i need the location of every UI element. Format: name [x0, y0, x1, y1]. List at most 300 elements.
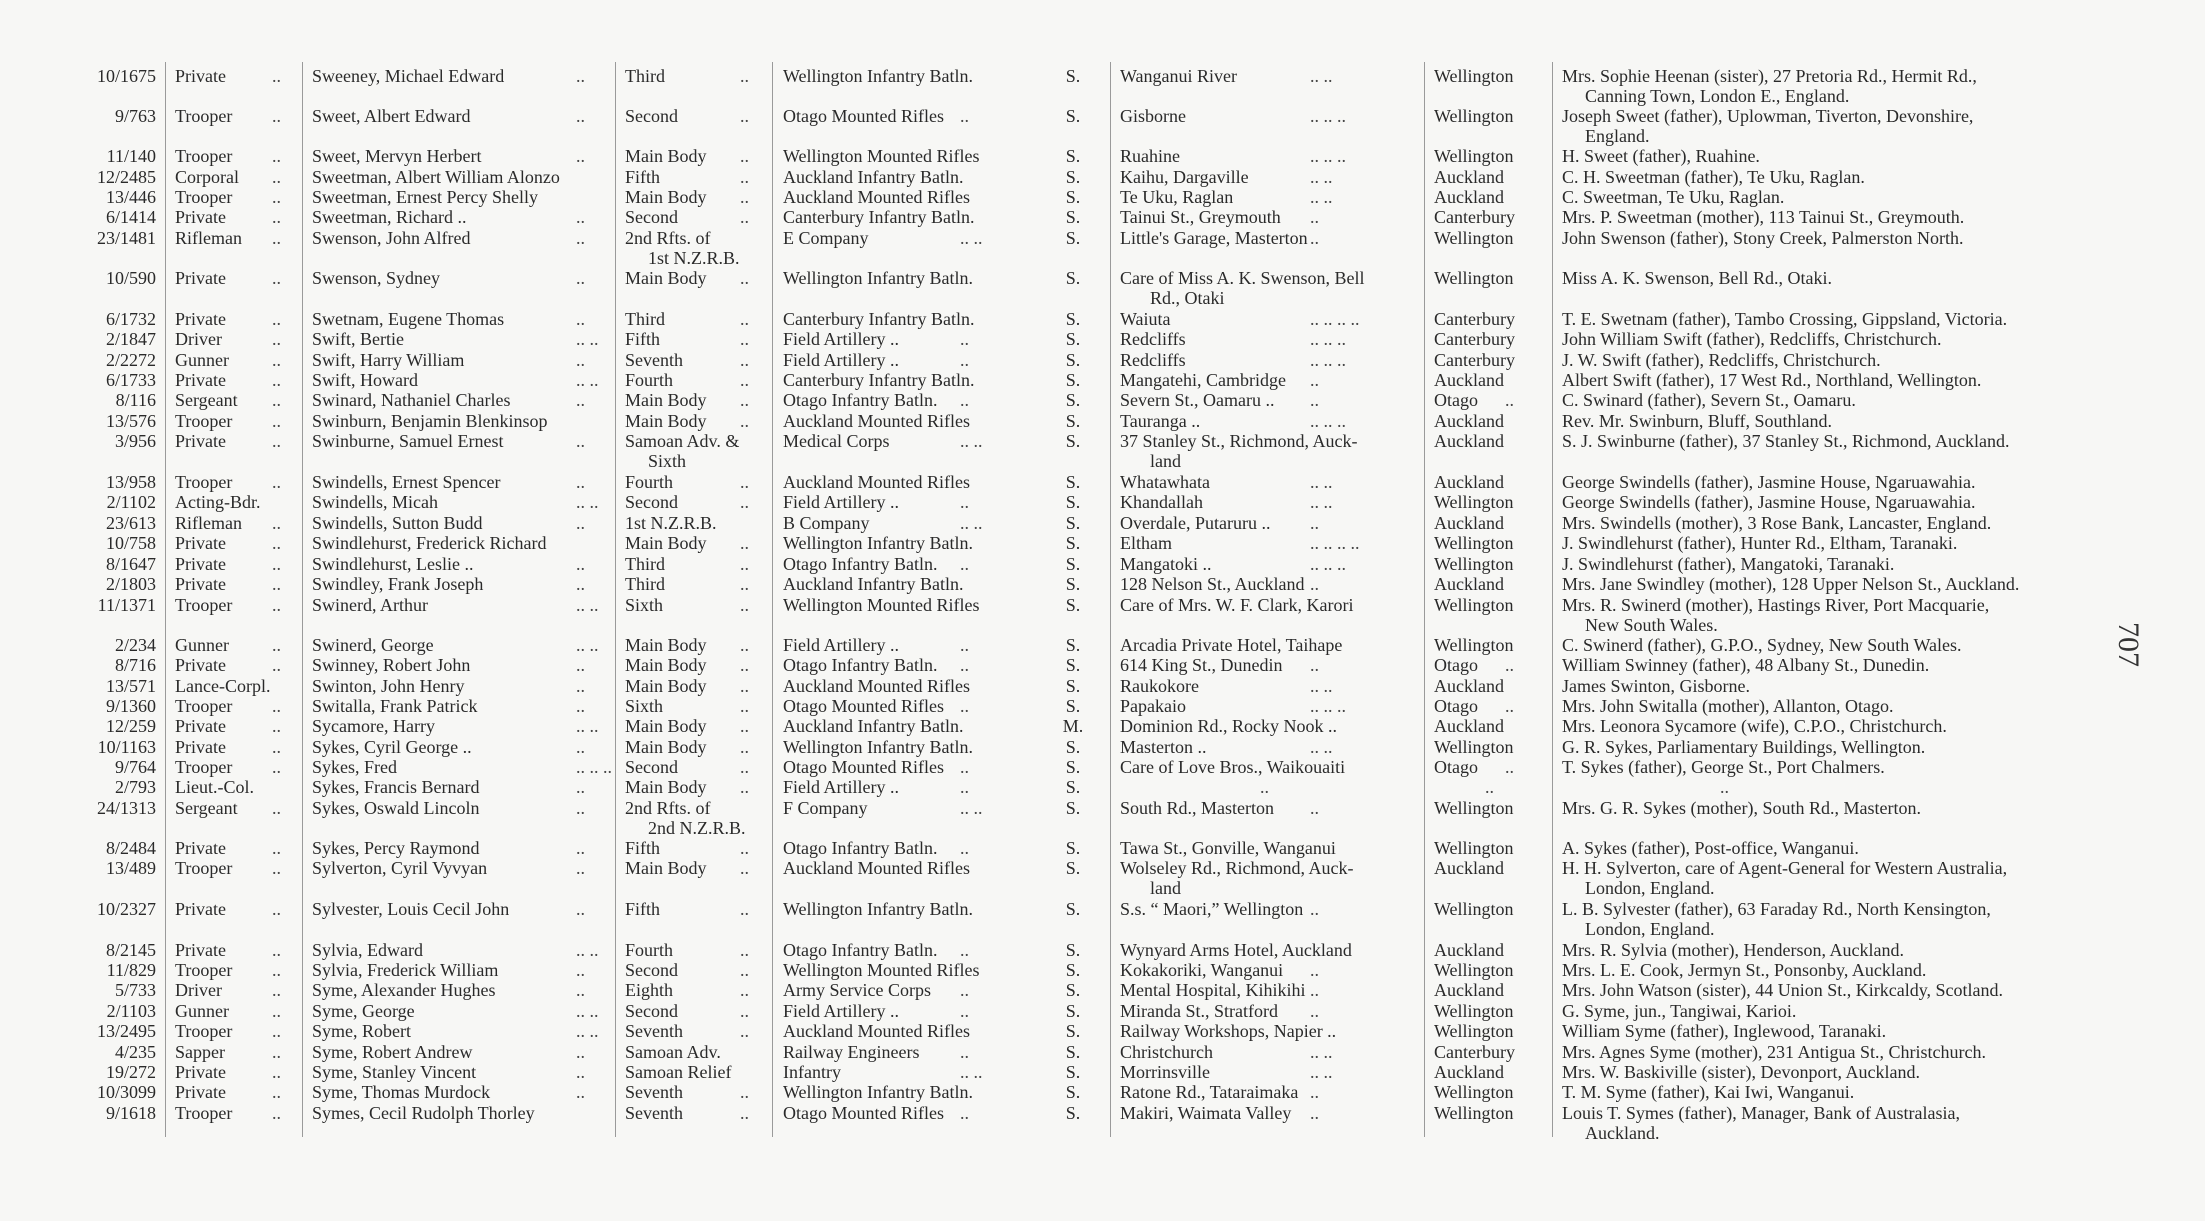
column-divider — [772, 62, 773, 1137]
rank-leader-dots: .. — [272, 655, 281, 675]
name-leader-dots: .. .. — [576, 716, 599, 736]
address-leader-dots: .. .. — [1310, 167, 1333, 187]
service-number: 13/958 — [105, 472, 156, 492]
marital-status: S. — [1065, 980, 1081, 1000]
unit-leader-dots: .. — [960, 1042, 969, 1062]
rank: Private — [175, 533, 226, 553]
next-of-kin: Miss A. K. Swenson, Bell Rd., Otaki. — [1562, 268, 1833, 288]
name-leader-dots: .. — [576, 1062, 585, 1082]
address-leader-dots: .. .. .. .. — [1310, 533, 1360, 553]
address: Gisborne — [1120, 106, 1186, 126]
address-leader-dots: .. — [1310, 390, 1319, 410]
address-continued: Rd., Otaki — [1150, 288, 1225, 308]
embarkation-unit: Main Body — [625, 777, 707, 797]
marital-status: S. — [1065, 899, 1081, 919]
rank: Rifleman — [175, 513, 242, 533]
military-district: Auckland — [1434, 411, 1504, 431]
address-leader-dots: .. — [1310, 899, 1319, 919]
unit: Canterbury Infantry Batln. — [783, 370, 975, 390]
soldier-name: Swinerd, George — [312, 635, 434, 655]
rank-leader-dots: .. — [272, 960, 281, 980]
column-divider — [1110, 62, 1111, 1137]
address: Dominion Rd., Rocky Nook .. — [1120, 716, 1338, 736]
address: Tauranga .. — [1120, 411, 1201, 431]
address-leader-dots: .. .. — [1310, 66, 1333, 86]
unit-leader-dots: .. — [960, 350, 969, 370]
military-district: Auckland — [1434, 574, 1504, 594]
military-district: Auckland — [1434, 940, 1504, 960]
address: Kokakoriki, Wanganui — [1120, 960, 1284, 980]
unit-leader-dots: .. — [960, 940, 969, 960]
marital-status: S. — [1065, 513, 1081, 533]
service-number: 4/235 — [114, 1042, 156, 1062]
service-number: 9/764 — [114, 757, 156, 777]
unit: Railway Engineers — [783, 1042, 920, 1062]
embarkation-unit: 2nd Rfts. of — [625, 798, 711, 818]
rank: Private — [175, 268, 226, 288]
service-number: 10/758 — [105, 533, 156, 553]
embark-leader-dots: .. — [740, 533, 749, 553]
embarkation-unit: Third — [625, 574, 665, 594]
next-of-kin: Mrs. G. R. Sykes (mother), South Rd., Masterton. — [1562, 798, 1921, 818]
rank-leader-dots: .. — [272, 411, 281, 431]
unit: F Company — [783, 798, 868, 818]
name-leader-dots: .. — [576, 228, 585, 248]
soldier-name: Sweeney, Michael Edward — [312, 66, 505, 86]
address: 128 Nelson St., Auckland — [1120, 574, 1305, 594]
embark-leader-dots: .. — [740, 1021, 749, 1041]
soldier-name: Sykes, Oswald Lincoln — [312, 798, 480, 818]
soldier-name: Sylverton, Cyril Vyvyan — [312, 858, 488, 878]
embark-leader-dots: .. — [740, 350, 749, 370]
embark-leader-dots: .. — [740, 390, 749, 410]
next-of-kin: C. Swinerd (father), G.P.O., Sydney, New South Wales. — [1562, 635, 1962, 655]
rank: Private — [175, 309, 226, 329]
name-leader-dots: .. — [576, 1082, 585, 1102]
embarkation-unit: Main Body — [625, 533, 707, 553]
rank: Private — [175, 1062, 226, 1082]
unit: Auckland Mounted Rifles — [783, 1021, 970, 1041]
rank: Trooper — [175, 411, 233, 431]
name-leader-dots: .. — [576, 350, 585, 370]
embarkation-unit: Main Body — [625, 390, 707, 410]
embarkation-unit: Main Body — [625, 716, 707, 736]
embarkation-unit: Second — [625, 106, 678, 126]
military-district: Auckland — [1434, 187, 1504, 207]
embarkation-unit-continued: 2nd N.Z.R.B. — [648, 818, 746, 838]
name-leader-dots: .. — [576, 777, 585, 797]
rank-leader-dots: .. — [272, 533, 281, 553]
address-leader-dots: .. .. .. — [1310, 106, 1346, 126]
rank: Sapper — [175, 1042, 225, 1062]
next-of-kin: George Swindells (father), Jasmine House, Ngaruawahia. — [1562, 492, 1976, 512]
service-number: 8/1647 — [105, 554, 156, 574]
name-leader-dots: .. — [576, 268, 585, 288]
embarkation-unit: Fifth — [625, 167, 661, 187]
address: Little's Garage, Masterton — [1120, 228, 1308, 248]
next-of-kin: Mrs. W. Baskiville (sister), Devonport, Auckland. — [1562, 1062, 1920, 1082]
unit: Wellington Mounted Rifles — [783, 595, 980, 615]
marital-status: S. — [1065, 1082, 1081, 1102]
embark-leader-dots: .. — [740, 411, 749, 431]
rank: Trooper — [175, 1103, 233, 1123]
address: Makiri, Waimata Valley — [1120, 1103, 1292, 1123]
soldier-name: Swinburn, Benjamin Blenkinsop — [312, 411, 548, 431]
military-district: Wellington — [1434, 1082, 1514, 1102]
unit-leader-dots: .. — [960, 492, 969, 512]
rank-leader-dots: .. — [272, 1062, 281, 1082]
rank-leader-dots: .. — [272, 899, 281, 919]
embark-leader-dots: .. — [740, 595, 749, 615]
address: Mental Hospital, Kihikihi — [1120, 980, 1306, 1000]
address-leader-dots: .. — [1310, 1103, 1319, 1123]
rank-leader-dots: .. — [272, 106, 281, 126]
service-number: 11/829 — [106, 960, 156, 980]
unit-leader-dots: .. — [960, 696, 969, 716]
next-of-kin: Mrs. Leonora Sycamore (wife), C.P.O., Christchurch. — [1562, 716, 1947, 736]
rank: Trooper — [175, 106, 233, 126]
rank-leader-dots: .. — [272, 329, 281, 349]
name-leader-dots: .. — [576, 390, 585, 410]
embarkation-unit: Fifth — [625, 838, 661, 858]
next-of-kin: T. M. Syme (father), Kai Iwi, Wanganui. — [1562, 1082, 1855, 1102]
rank: Gunner — [175, 635, 229, 655]
unit: Otago Mounted Rifles — [783, 696, 944, 716]
soldier-name: Swenson, John Alfred — [312, 228, 471, 248]
marital-status: S. — [1065, 268, 1081, 288]
next-of-kin: C. Swinard (father), Severn St., Oamaru. — [1562, 390, 1856, 410]
embarkation-unit: Second — [625, 492, 678, 512]
soldier-name: Swindells, Sutton Budd — [312, 513, 483, 533]
address: Overdale, Putaruru .. — [1120, 513, 1271, 533]
address: Arcadia Private Hotel, Taihape — [1120, 635, 1343, 655]
soldier-name: Swift, Howard — [312, 370, 418, 390]
military-district: Wellington — [1434, 899, 1514, 919]
embarkation-unit: Fifth — [625, 899, 661, 919]
unit-leader-dots: .. — [960, 329, 969, 349]
embark-leader-dots: .. — [740, 940, 749, 960]
military-district: Auckland — [1434, 370, 1504, 390]
unit: Army Service Corps — [783, 980, 931, 1000]
rank-leader-dots: .. — [272, 268, 281, 288]
service-number: 19/272 — [105, 1062, 156, 1082]
address-leader-dots: .. — [1310, 513, 1319, 533]
marital-status: S. — [1065, 390, 1081, 410]
embark-leader-dots: .. — [740, 1001, 749, 1021]
soldier-name: Syme, Stanley Vincent — [312, 1062, 477, 1082]
rank: Private — [175, 737, 226, 757]
unit: Auckland Infantry Batln. — [783, 716, 964, 736]
address: Te Uku, Raglan — [1120, 187, 1234, 207]
soldier-name: Swindells, Micah — [312, 492, 438, 512]
next-of-kin: Mrs. R. Swinerd (mother), Hastings River, Port Macquarie, — [1562, 595, 1990, 615]
soldier-name: Sycamore, Harry — [312, 716, 435, 736]
address-leader-dots: .. — [1310, 370, 1319, 390]
embarkation-unit: Main Body — [625, 187, 707, 207]
soldier-name: Syme, Thomas Murdock — [312, 1082, 491, 1102]
embark-leader-dots: .. — [740, 858, 749, 878]
embark-leader-dots: .. — [740, 899, 749, 919]
address: Eltham — [1120, 533, 1172, 553]
service-number: 13/446 — [105, 187, 156, 207]
embark-leader-dots: .. — [740, 66, 749, 86]
address-leader-dots: .. — [1310, 960, 1319, 980]
address: Mangatehi, Cambridge — [1120, 370, 1286, 390]
embarkation-unit: Main Body — [625, 146, 707, 166]
address-leader-dots: .. .. — [1310, 1042, 1333, 1062]
next-of-kin-continued: Auckland. — [1585, 1123, 1660, 1143]
rank: Private — [175, 838, 226, 858]
military-district: Wellington — [1434, 533, 1514, 553]
embarkation-unit: Second — [625, 757, 678, 777]
marital-status: S. — [1065, 309, 1081, 329]
next-of-kin-continued: London, England. — [1585, 919, 1715, 939]
embarkation-unit: Main Body — [625, 737, 707, 757]
soldier-name: Swinburne, Samuel Ernest — [312, 431, 504, 451]
marital-status: S. — [1065, 1062, 1081, 1082]
marital-status: S. — [1065, 431, 1081, 451]
name-leader-dots: .. — [576, 696, 585, 716]
service-number: 11/140 — [106, 146, 156, 166]
military-district: Canterbury — [1434, 329, 1515, 349]
unit: Wellington Infantry Batln. — [783, 66, 974, 86]
military-district: Wellington — [1434, 106, 1514, 126]
military-district: Wellington — [1434, 838, 1514, 858]
embark-leader-dots: .. — [740, 757, 749, 777]
unit-leader-dots: .. — [960, 106, 969, 126]
name-leader-dots: .. — [576, 960, 585, 980]
unit: Wellington Infantry Batln. — [783, 268, 974, 288]
embarkation-unit: Eighth — [625, 980, 673, 1000]
unit: Otago Infantry Batln. — [783, 554, 938, 574]
unit: Wellington Mounted Rifles — [783, 146, 980, 166]
rank-leader-dots: .. — [272, 858, 281, 878]
column-divider — [165, 62, 166, 1137]
rank: Lance-Corpl. — [175, 676, 271, 696]
next-of-kin: John William Swift (father), Redcliffs, Christchurch. — [1562, 329, 1942, 349]
rank: Trooper — [175, 757, 233, 777]
address: Care of Miss A. K. Swenson, Bell — [1120, 268, 1365, 288]
military-district: Wellington — [1434, 1021, 1514, 1041]
next-of-kin: William Swinney (father), 48 Albany St., Dunedin. — [1562, 655, 1930, 675]
unit: Otago Mounted Rifles — [783, 1103, 944, 1123]
marital-status: S. — [1065, 1103, 1081, 1123]
address: Severn St., Oamaru .. — [1120, 390, 1275, 410]
marital-status: S. — [1065, 757, 1081, 777]
name-leader-dots: .. .. — [576, 940, 599, 960]
next-of-kin: Mrs. Jane Swindley (mother), 128 Upper Nelson St., Auckland. — [1562, 574, 2020, 594]
soldier-name: Swindley, Frank Joseph — [312, 574, 484, 594]
address-leader-dots: .. — [1310, 798, 1319, 818]
embarkation-unit: Third — [625, 554, 665, 574]
military-district: Auckland — [1434, 431, 1504, 451]
soldier-name: Switalla, Frank Patrick — [312, 696, 478, 716]
unit: Otago Mounted Rifles — [783, 106, 944, 126]
name-leader-dots: .. — [576, 838, 585, 858]
marital-status: S. — [1065, 329, 1081, 349]
next-of-kin: Mrs. John Watson (sister), 44 Union St., Kirkcaldy, Scotland. — [1562, 980, 2004, 1000]
rank-leader-dots: .. — [272, 716, 281, 736]
address-leader-dots: .. .. — [1310, 472, 1333, 492]
next-of-kin: James Swinton, Gisborne. — [1562, 676, 1750, 696]
rank-leader-dots: .. — [272, 635, 281, 655]
unit: Wellington Infantry Batln. — [783, 899, 974, 919]
next-of-kin: George Swindells (father), Jasmine House, Ngaruawahia. — [1562, 472, 1976, 492]
unit-leader-dots: .. .. — [960, 798, 983, 818]
rank-leader-dots: .. — [272, 187, 281, 207]
soldier-name: Swift, Harry William — [312, 350, 465, 370]
address-leader-dots: .. .. .. — [1310, 329, 1346, 349]
marital-status: S. — [1065, 1042, 1081, 1062]
next-of-kin-continued: London, England. — [1585, 878, 1715, 898]
military-district: Wellington — [1434, 146, 1514, 166]
rank-leader-dots: .. — [272, 595, 281, 615]
service-number: 8/2484 — [105, 838, 156, 858]
embarkation-unit: 1st N.Z.R.B. — [625, 513, 717, 533]
military-district: Wellington — [1434, 66, 1514, 86]
soldier-name: Swift, Bertie — [312, 329, 404, 349]
unit: Otago Infantry Batln. — [783, 390, 938, 410]
unit-leader-dots: .. — [960, 655, 969, 675]
rank: Driver — [175, 329, 222, 349]
name-leader-dots: .. — [576, 1042, 585, 1062]
next-of-kin: Mrs. Sophie Heenan (sister), 27 Pretoria Rd., Hermit Rd., — [1562, 66, 1977, 86]
name-leader-dots: .. .. — [576, 492, 599, 512]
marital-status: S. — [1065, 838, 1081, 858]
embark-leader-dots: .. — [740, 187, 749, 207]
rank-leader-dots: .. — [272, 1001, 281, 1021]
address: S.s. “ Maori,” Wellington — [1120, 899, 1304, 919]
marital-status: S. — [1065, 370, 1081, 390]
military-district: Auckland — [1434, 676, 1504, 696]
unit: Wellington Infantry Batln. — [783, 737, 974, 757]
service-number: 6/1414 — [105, 207, 156, 227]
address: Kaihu, Dargaville — [1120, 167, 1249, 187]
unit-leader-dots: .. — [960, 554, 969, 574]
embarkation-unit: Fourth — [625, 940, 674, 960]
name-leader-dots: .. — [576, 146, 585, 166]
next-of-kin: A. Sykes (father), Post-office, Wanganui. — [1562, 838, 1859, 858]
address-leader-dots: .. — [1310, 207, 1319, 227]
address-continued: land — [1150, 878, 1181, 898]
embarkation-unit: Fourth — [625, 472, 674, 492]
next-of-kin: Mrs. R. Sylvia (mother), Henderson, Auckland. — [1562, 940, 1904, 960]
soldier-name: Sykes, Francis Bernard — [312, 777, 480, 797]
name-leader-dots: .. .. — [576, 329, 599, 349]
address: 37 Stanley St., Richmond, Auck- — [1120, 431, 1358, 451]
marital-status: S. — [1065, 187, 1081, 207]
rank: Trooper — [175, 696, 233, 716]
service-number: 23/1481 — [96, 228, 156, 248]
name-leader-dots: .. — [576, 431, 585, 451]
name-leader-dots: .. — [576, 66, 585, 86]
embark-leader-dots: .. — [740, 574, 749, 594]
next-of-kin: G. R. Sykes, Parliamentary Buildings, Wellington. — [1562, 737, 1926, 757]
next-of-kin: Mrs. Agnes Syme (mother), 231 Antigua St., Christchurch. — [1562, 1042, 1986, 1062]
address-continued: land — [1150, 451, 1181, 471]
next-of-kin: C. H. Sweetman (father), Te Uku, Raglan. — [1562, 167, 1865, 187]
name-leader-dots: .. — [576, 472, 585, 492]
rank-leader-dots: .. — [272, 207, 281, 227]
unit: Otago Mounted Rifles — [783, 757, 944, 777]
marital-status: S. — [1065, 940, 1081, 960]
address: Railway Workshops, Napier .. — [1120, 1021, 1337, 1041]
unit: Otago Infantry Batln. — [783, 940, 938, 960]
embark-leader-dots: .. — [740, 370, 749, 390]
page-number: 707 — [2112, 622, 2145, 667]
rank-leader-dots: .. — [272, 370, 281, 390]
unit-leader-dots: .. .. — [960, 431, 983, 451]
embark-leader-dots: .. — [740, 655, 749, 675]
service-number: 10/2327 — [96, 899, 156, 919]
next-of-kin: Mrs. L. E. Cook, Jermyn St., Ponsonby, Auckland. — [1562, 960, 1927, 980]
military-district: Otago — [1434, 757, 1478, 777]
rank: Gunner — [175, 350, 229, 370]
district-leader-dots: .. — [1485, 777, 1494, 797]
service-number: 2/1103 — [106, 1001, 156, 1021]
address-leader-dots: .. .. — [1310, 737, 1333, 757]
soldier-name: Swetnam, Eugene Thomas — [312, 309, 505, 329]
embarkation-unit: Fourth — [625, 370, 674, 390]
address-leader-dots: .. — [1260, 777, 1269, 797]
next-of-kin: Mrs. John Switalla (mother), Allanton, Otago. — [1562, 696, 1894, 716]
soldier-name: Sweetman, Albert William Alonzo — [312, 167, 560, 187]
marital-status: S. — [1065, 228, 1081, 248]
soldier-name: Swinard, Nathaniel Charles — [312, 390, 511, 410]
embarkation-unit-continued: 1st N.Z.R.B. — [648, 248, 740, 268]
embark-leader-dots: .. — [740, 554, 749, 574]
embarkation-unit-continued: Sixth — [648, 451, 687, 471]
unit: B Company — [783, 513, 870, 533]
service-number: 3/956 — [114, 431, 156, 451]
service-number: 8/716 — [114, 655, 156, 675]
service-number: 23/613 — [105, 513, 156, 533]
name-leader-dots: .. — [576, 655, 585, 675]
unit-leader-dots: .. — [960, 1103, 969, 1123]
name-leader-dots: .. — [576, 574, 585, 594]
address-leader-dots: .. .. — [1310, 187, 1333, 207]
embarkation-unit: Main Body — [625, 411, 707, 431]
soldier-name: Swindlehurst, Leslie .. — [312, 554, 474, 574]
embark-leader-dots: .. — [740, 635, 749, 655]
name-leader-dots: .. .. — [576, 370, 599, 390]
soldier-name: Swinton, John Henry — [312, 676, 465, 696]
name-leader-dots: .. — [576, 676, 585, 696]
embarkation-unit: Seventh — [625, 1082, 683, 1102]
embarkation-unit: Seventh — [625, 1021, 683, 1041]
rank: Sergeant — [175, 390, 238, 410]
service-number: 12/2485 — [96, 167, 156, 187]
rank-leader-dots: .. — [272, 980, 281, 1000]
soldier-name: Sykes, Cyril George .. — [312, 737, 472, 757]
service-number: 2/793 — [114, 777, 156, 797]
name-leader-dots: .. — [576, 798, 585, 818]
rank-leader-dots: .. — [272, 696, 281, 716]
marital-status: S. — [1065, 635, 1081, 655]
unit: Field Artillery .. — [783, 1001, 899, 1021]
address: Whatawhata — [1120, 472, 1210, 492]
marital-status: S. — [1065, 492, 1081, 512]
rank-leader-dots: .. — [272, 146, 281, 166]
address-leader-dots: .. .. .. — [1310, 411, 1346, 431]
address-leader-dots: .. .. .. — [1310, 146, 1346, 166]
rank: Private — [175, 431, 226, 451]
embark-leader-dots: .. — [740, 106, 749, 126]
rank: Trooper — [175, 858, 233, 878]
soldier-name: Syme, Alexander Hughes — [312, 980, 496, 1000]
marital-status: S. — [1065, 574, 1081, 594]
marital-status: S. — [1065, 66, 1081, 86]
